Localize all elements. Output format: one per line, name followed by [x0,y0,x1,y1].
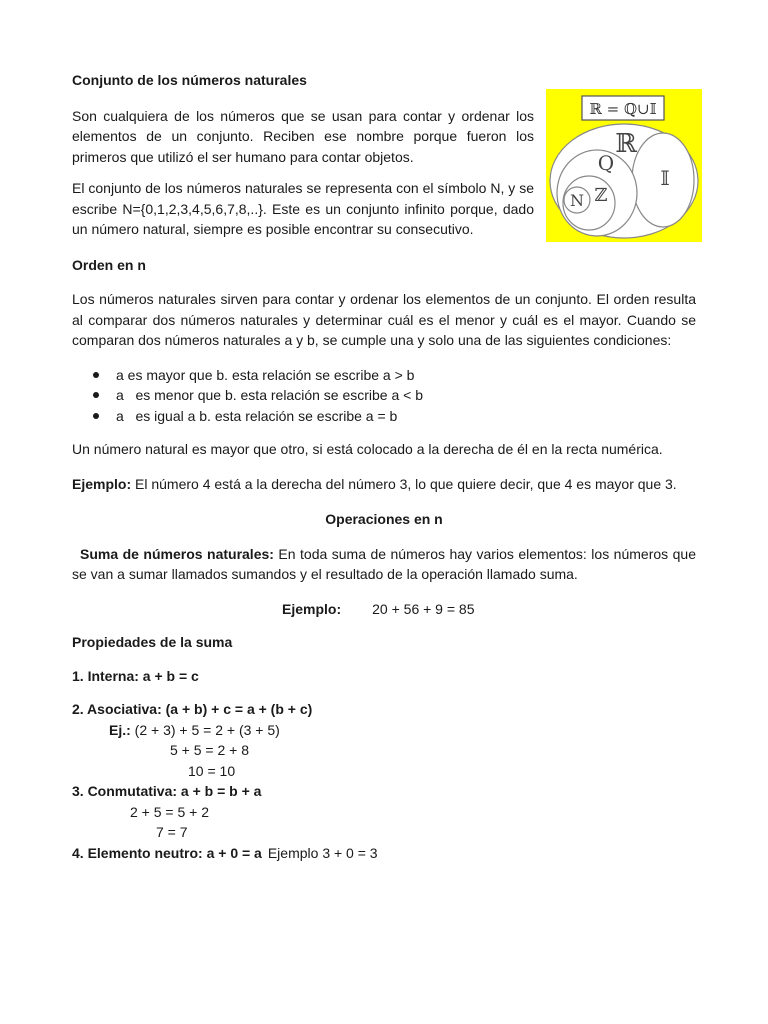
example-label: Ejemplo: [72,475,132,492]
heading-orden: Orden en n [72,256,146,273]
asociativa-ej-text: (2 + 3) + 5 = 2 + (3 + 5) [130,721,280,738]
set-q-label: Q [597,151,615,175]
property-neutro: 4. Elemento neutro: a + 0 = a [72,844,262,861]
list-item: a es menor que b. esta relación se escribe a < b [116,385,696,406]
asociativa-example-3: 10 = 10 [188,762,236,779]
asociativa-example-2: 5 + 5 = 2 + 8 [170,742,250,758]
document-page [72,70,696,863]
asociativa-ej-label: Ej.: [109,721,131,738]
suma-text: En toda suma de números hay varios elementos: los números que se van a sumar llamados sumandos y el resultado de la operación llamado suma. [72,545,696,582]
heading-operaciones: Operaciones en n [325,511,443,527]
neutro-example: Ejemplo 3 + 0 = 3 [267,844,378,861]
property-neutro-line [72,843,696,864]
paragraph-recta: Un número natural es mayor que otro, si está colocado a la derecha de él en la recta numérica. [72,441,663,457]
list-item: a es igual a b. esta relación se escribe a = b [116,406,696,427]
suma-example-label: Ejemplo: [282,600,342,617]
paragraph-suma [72,544,696,585]
paragraph-symbol: El conjunto de los números naturales se representa con el símbolo N, y se escribe N={0,1,2,3,4,5,6,7,8,..}. Este es un conjunto infinito porque, dado un número natural, siempre es posible encontrar su consecutivo. [72,180,534,237]
set-z-label: ℤ [594,185,608,206]
set-i-label: 𝕀 [660,166,670,190]
example-text: El número 4 está a la derecha del número 3, lo que quiere decir, que 4 es mayor que 3. [131,475,677,492]
heading-propiedades: Propiedades de la suma [72,634,233,650]
conmutativa-example-1: 2 + 5 = 5 + 2 [130,803,210,820]
asociativa-example-1 [72,720,696,741]
conmutativa-example-2: 7 = 7 [156,824,188,840]
property-asociativa: 2. Asociativa: (a + b) + c = a + (b + c) [72,701,313,717]
suma-example-value: 20 + 56 + 9 = 85 [372,600,475,617]
property-interna: 1. Interna: a + b = c [72,667,199,684]
property-conmutativa: 3. Conmutativa: a + b = b + a [72,783,262,799]
paragraph-example [72,474,696,495]
heading-conjunto: Conjunto de los números naturales [72,72,307,88]
conditions-list [72,365,696,427]
set-n-label: N [570,191,584,210]
suma-example [72,599,696,620]
set-r-label: ℝ [615,129,637,159]
paragraph-orden: Los números naturales sirven para contar y ordenar los elementos de un conjunto. El orden resulta al comparar dos números naturales y determinar cuál es el menor y cuál es el mayor. Cuando se comparan dos números naturales a y b, se cumple una y solo una de las siguientes condiciones: [72,291,696,348]
paragraph-definition: Son cualquiera de los números que se usan para contar y ordenar los elementos de un conjunto. Reciben ese nombre porque fueron los primeros que utilizó el ser humano para contar objetos. [72,107,534,165]
list-item: a es mayor que b. esta relación se escribe a > b [116,365,696,386]
formula-text: ℝ = ℚ∪𝕀 [589,100,657,118]
suma-label: Suma de números naturales: [80,545,274,562]
